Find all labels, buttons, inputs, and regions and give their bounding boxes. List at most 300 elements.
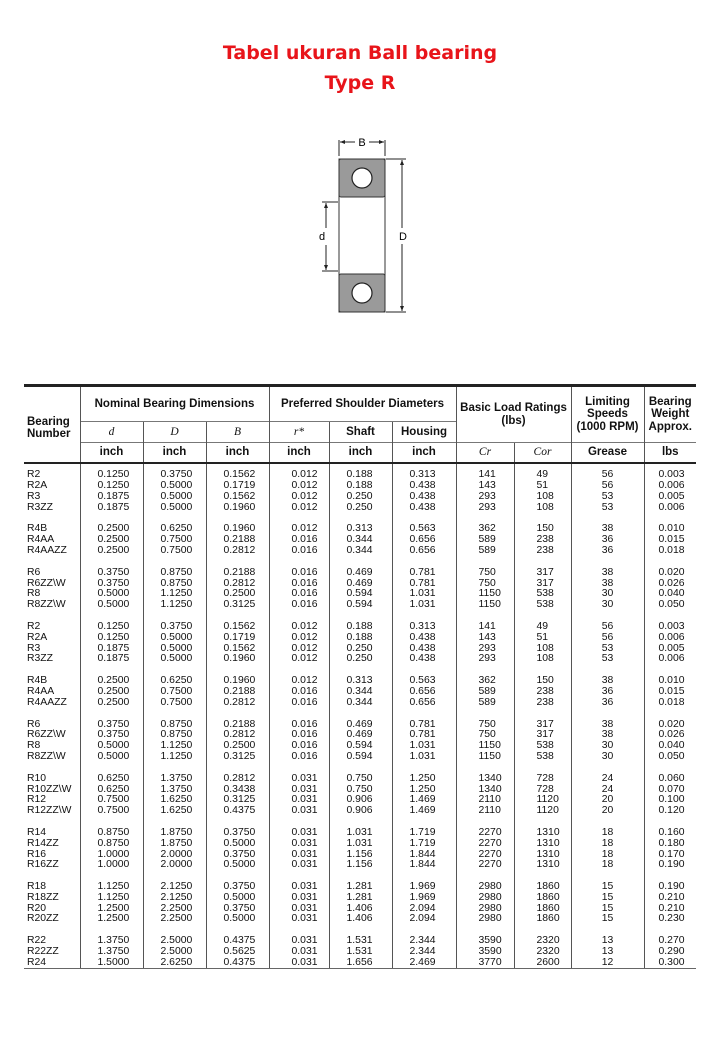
table-cell: 0.563	[392, 665, 456, 687]
table-cell: 53	[571, 643, 644, 654]
table-cell: 0.8750	[80, 817, 143, 839]
table-cell: 1.844	[392, 860, 456, 871]
table-cell: 0.313	[329, 665, 392, 687]
table-cell: 0.438	[392, 502, 456, 513]
table-cell: 0.210	[644, 904, 696, 915]
header-shoulder: Preferred Shoulder Diameters	[269, 386, 456, 422]
sym-D: D	[143, 422, 206, 443]
table-cell: 0.5000	[143, 492, 206, 503]
table-cell: 0.160	[644, 817, 696, 839]
table-cell: 2.469	[392, 958, 456, 969]
table-cell: 12	[571, 958, 644, 969]
bearing-number-cell: R8ZZ\W	[27, 599, 66, 611]
table-cell: 0.781	[392, 578, 456, 589]
table-cell: 0.005	[644, 492, 696, 503]
table-cell: 36	[571, 535, 644, 546]
table-cell: 0.016	[269, 752, 329, 763]
table-row	[24, 893, 696, 904]
table-cell: 143	[456, 481, 514, 492]
table-cell: 0.250	[329, 654, 392, 665]
table-cell: 0.010	[644, 513, 696, 535]
bearing-number-cell: R2A	[27, 631, 48, 643]
table-cell: 2600	[514, 958, 571, 969]
table-cell: 0.031	[269, 795, 329, 806]
table-cell: 317	[514, 557, 571, 579]
table-cell: 1.250	[392, 784, 456, 795]
table-cell: 1.719	[392, 817, 456, 839]
table-cell: 0.012	[269, 463, 329, 481]
table-cell: 0.3750	[206, 817, 269, 839]
table-cell: 141	[456, 463, 514, 481]
table-cell: 2.0000	[143, 849, 206, 860]
table-cell: 1.3750	[143, 763, 206, 785]
table-cell: 2270	[456, 817, 514, 839]
table-cell: 0.1875	[80, 502, 143, 513]
table-cell: 0.006	[644, 502, 696, 513]
table-cell: 36	[571, 546, 644, 557]
table-cell: 0.1960	[206, 502, 269, 513]
table-cell: 0.3750	[206, 904, 269, 915]
table-cell: 1860	[514, 904, 571, 915]
table-cell: 750	[456, 557, 514, 579]
bearing-number-cell: R22ZZ	[27, 946, 59, 958]
table-cell: 1.969	[392, 893, 456, 904]
table-cell: 30	[571, 589, 644, 600]
table-cell: 2.2500	[143, 904, 206, 915]
bearing-number-cell: R10	[27, 772, 47, 784]
table-cell: 0.3750	[143, 611, 206, 633]
table-cell: 13	[571, 925, 644, 947]
table-cell: 0.1562	[206, 611, 269, 633]
table-cell: 0.5000	[206, 914, 269, 925]
header-weight: Bearing Weight Approx.	[644, 386, 696, 443]
table-cell: 0.016	[269, 730, 329, 741]
table-cell: 2.094	[392, 914, 456, 925]
table-cell: 0.438	[392, 481, 456, 492]
table-cell: 1.281	[329, 871, 392, 893]
sym-r: r*	[269, 422, 329, 443]
table-row	[24, 611, 696, 633]
table-cell: 1310	[514, 849, 571, 860]
table-row	[24, 502, 696, 513]
table-cell: 0.438	[392, 492, 456, 503]
table-cell: 0.3750	[80, 557, 143, 579]
table-cell: 18	[571, 839, 644, 850]
table-cell: 0.250	[329, 643, 392, 654]
table-cell: 0.344	[329, 698, 392, 709]
table-cell: 1150	[456, 741, 514, 752]
table-cell: 53	[571, 502, 644, 513]
bearing-number-cell: R8	[27, 740, 41, 752]
table-cell: 0.016	[269, 698, 329, 709]
table-row	[24, 752, 696, 763]
bearing-number-cell: R4AA	[27, 685, 55, 697]
table-cell: 1.719	[392, 839, 456, 850]
table-cell: 2.094	[392, 904, 456, 915]
table-cell: 0.020	[644, 708, 696, 730]
table-row	[24, 600, 696, 611]
bearing-number-cell: R3	[27, 642, 41, 654]
bearing-number-cell: R8ZZ\W	[27, 750, 66, 762]
table-cell: 1340	[456, 784, 514, 795]
unit-lbs: lbs	[644, 443, 696, 464]
table-cell: 0.8750	[143, 557, 206, 579]
table-cell: 2.344	[392, 947, 456, 958]
bearing-number-cell: R3	[27, 490, 41, 502]
table-cell: 0.656	[392, 698, 456, 709]
table-cell: 1.031	[392, 741, 456, 752]
table-cell: 1.5000	[80, 958, 143, 969]
table-cell: 0.1960	[206, 654, 269, 665]
table-row	[24, 708, 696, 730]
bearing-number-cell: R18	[27, 881, 47, 893]
table-cell: 0.012	[269, 633, 329, 644]
table-cell: 0.2500	[206, 589, 269, 600]
bearing-number-cell: R4B	[27, 675, 48, 687]
bearing-number-cell: R3ZZ	[27, 501, 53, 513]
table-cell: 15	[571, 871, 644, 893]
unit-inch-d: inch	[80, 443, 143, 464]
table-cell: 1.031	[329, 839, 392, 850]
table-cell: 0.6250	[80, 763, 143, 785]
table-cell: 0.010	[644, 665, 696, 687]
table-cell: 293	[456, 654, 514, 665]
table-cell: 0.016	[269, 535, 329, 546]
bearing-number-cell: R6	[27, 566, 41, 578]
table-cell: 0.180	[644, 839, 696, 850]
table-row	[24, 481, 696, 492]
table-cell: 0.210	[644, 893, 696, 904]
table-cell: 0.003	[644, 611, 696, 633]
table-cell: 0.070	[644, 784, 696, 795]
table-cell: 2320	[514, 947, 571, 958]
table-cell: 0.190	[644, 860, 696, 871]
table-cell: 36	[571, 687, 644, 698]
table-cell: 2980	[456, 904, 514, 915]
table-cell: 0.5000	[206, 839, 269, 850]
table-cell: 538	[514, 600, 571, 611]
table-cell: 0.2500	[80, 546, 143, 557]
table-cell: 150	[514, 665, 571, 687]
table-cell: 1.250	[392, 763, 456, 785]
table-cell: 0.016	[269, 708, 329, 730]
table-cell: 0.7500	[80, 806, 143, 817]
table-cell: 0.031	[269, 849, 329, 860]
table-cell: 0.120	[644, 806, 696, 817]
table-cell: 49	[514, 463, 571, 481]
table-cell: 0.3750	[80, 730, 143, 741]
table-cell: 1.3750	[80, 925, 143, 947]
table-cell: 24	[571, 763, 644, 785]
table-cell: 0.170	[644, 849, 696, 860]
table-cell: 0.026	[644, 730, 696, 741]
table-cell: 0.594	[329, 589, 392, 600]
table-cell: 2980	[456, 893, 514, 904]
bearing-number-cell: R18ZZ	[27, 891, 59, 903]
table-cell: 56	[571, 633, 644, 644]
table-cell: 0.012	[269, 654, 329, 665]
table-row	[24, 958, 696, 969]
table-cell: 0.012	[269, 481, 329, 492]
bearing-number-cell: R2A	[27, 479, 48, 491]
unit-inch-r: inch	[269, 443, 329, 464]
table-cell: 0.1250	[80, 633, 143, 644]
table-cell: 0.1562	[206, 463, 269, 481]
table-cell: 2.1250	[143, 893, 206, 904]
table-cell: 0.3750	[80, 708, 143, 730]
table-cell: 0.031	[269, 914, 329, 925]
table-cell: 0.2812	[206, 546, 269, 557]
table-cell: 0.1562	[206, 492, 269, 503]
table-cell: 0.344	[329, 535, 392, 546]
table-cell: 0.050	[644, 752, 696, 763]
table-cell: 18	[571, 849, 644, 860]
table-cell: 1.1250	[143, 600, 206, 611]
table-cell: 0.1875	[80, 654, 143, 665]
table-cell: 238	[514, 687, 571, 698]
table-row	[24, 698, 696, 709]
table-cell: 1150	[456, 589, 514, 600]
table-cell: 0.016	[269, 687, 329, 698]
table-cell: 53	[571, 654, 644, 665]
table-cell: 141	[456, 611, 514, 633]
bearing-number-cell: R24	[24, 958, 80, 969]
bearing-number-cell: R16	[27, 848, 47, 860]
table-cell: 728	[514, 763, 571, 785]
table-cell: 0.5000	[143, 481, 206, 492]
table-cell: 0.290	[644, 947, 696, 958]
table-cell: 0.031	[269, 893, 329, 904]
table-row	[24, 557, 696, 579]
table-cell: 0.2188	[206, 557, 269, 579]
table-cell: 0.781	[392, 730, 456, 741]
table-cell: 0.230	[644, 914, 696, 925]
table-row	[24, 763, 696, 785]
table-cell: 1.156	[329, 849, 392, 860]
table-cell: 0.188	[329, 611, 392, 633]
sym-d: d	[80, 422, 143, 443]
table-cell: 18	[571, 860, 644, 871]
table-cell: 0.040	[644, 589, 696, 600]
table-cell: 0.7500	[143, 698, 206, 709]
table-cell: 0.016	[269, 578, 329, 589]
table-cell: 38	[571, 665, 644, 687]
table-cell: 0.031	[269, 817, 329, 839]
table-cell: 0.2500	[80, 513, 143, 535]
table-cell: 0.313	[392, 463, 456, 481]
bearing-number-cell: R4AA	[27, 534, 55, 546]
table-cell: 0.1719	[206, 481, 269, 492]
table-cell: 0.8750	[143, 708, 206, 730]
table-cell: 728	[514, 784, 571, 795]
table-cell: 0.5000	[80, 741, 143, 752]
table-cell: 24	[571, 784, 644, 795]
table-cell: 1120	[514, 806, 571, 817]
table-cell: 0.906	[329, 795, 392, 806]
table-cell: 0.781	[392, 708, 456, 730]
table-cell: 1860	[514, 871, 571, 893]
table-cell: 0.469	[329, 578, 392, 589]
table-cell: 30	[571, 600, 644, 611]
table-cell: 0.250	[329, 492, 392, 503]
table-cell: 20	[571, 795, 644, 806]
table-cell: 38	[571, 513, 644, 535]
table-row	[24, 654, 696, 665]
header-bearing-number: Bearing Number	[24, 386, 80, 443]
table-cell: 1.3750	[143, 784, 206, 795]
table-cell: 0.012	[269, 611, 329, 633]
table-cell: 0.8750	[143, 730, 206, 741]
table-cell: 362	[456, 665, 514, 687]
table-cell: 589	[456, 535, 514, 546]
bearing-number-cell: R4AAZZ	[27, 696, 67, 708]
table-cell: 0.4375	[206, 806, 269, 817]
table-cell: 0.5000	[143, 643, 206, 654]
table-cell: 0.2188	[206, 687, 269, 698]
bearing-number-cell: R4AAZZ	[27, 544, 67, 556]
table-cell: 1.031	[392, 589, 456, 600]
table-cell: 0.4375	[206, 925, 269, 947]
table-cell: 0.1960	[206, 513, 269, 535]
table-cell: 0.012	[269, 513, 329, 535]
bearing-number-cell: R22	[27, 935, 47, 947]
table-cell: 1.656	[329, 958, 392, 969]
table-cell: 0.1875	[80, 492, 143, 503]
table-cell: 0.020	[644, 557, 696, 579]
table-cell: 2110	[456, 795, 514, 806]
table-cell: 589	[456, 698, 514, 709]
table-cell: 20	[571, 806, 644, 817]
table-cell: 1.469	[392, 806, 456, 817]
table-cell: 1340	[456, 763, 514, 785]
table-cell: 1.406	[329, 914, 392, 925]
table-cell: 0.5000	[206, 860, 269, 871]
table-cell: 589	[456, 546, 514, 557]
table-cell: 589	[456, 687, 514, 698]
bearing-number-cell: R6ZZ\W	[27, 729, 66, 741]
table-cell: 0.1562	[206, 643, 269, 654]
table-cell: 0.2812	[206, 698, 269, 709]
table-cell: 2110	[456, 806, 514, 817]
table-cell: 3590	[456, 925, 514, 947]
table-cell: 0.3750	[80, 578, 143, 589]
table-cell: 53	[571, 492, 644, 503]
table-cell: 1.031	[392, 600, 456, 611]
table-cell: 18	[571, 817, 644, 839]
bearing-number-cell: R16ZZ	[27, 859, 59, 871]
table-cell: 0.5000	[80, 589, 143, 600]
table-cell: 1.1250	[80, 871, 143, 893]
label-d-large: D	[399, 231, 407, 243]
table-cell: 0.016	[269, 600, 329, 611]
bearing-number-cell: R2	[27, 620, 41, 632]
header-shaft: Shaft	[329, 422, 392, 443]
header-load: Basic Load Ratings (lbs)	[456, 386, 571, 443]
table-cell: 108	[514, 492, 571, 503]
table-cell: 0.438	[392, 633, 456, 644]
table-cell: 0.5000	[206, 893, 269, 904]
bearing-number-cell: R20ZZ	[27, 913, 59, 925]
table-cell: 0.1250	[80, 611, 143, 633]
table-cell: 750	[456, 708, 514, 730]
table-row	[24, 839, 696, 850]
table-row	[24, 817, 696, 839]
table-cell: 293	[456, 643, 514, 654]
table-cell: 0.018	[644, 698, 696, 709]
table-cell: 0.3125	[206, 795, 269, 806]
table-cell: 1150	[456, 752, 514, 763]
table-cell: 56	[571, 481, 644, 492]
table-cell: 0.5000	[143, 654, 206, 665]
table-cell: 0.469	[329, 557, 392, 579]
table-cell: 0.1719	[206, 633, 269, 644]
table-cell: 56	[571, 611, 644, 633]
table-cell: 238	[514, 546, 571, 557]
table-cell: 293	[456, 502, 514, 513]
table-cell: 0.906	[329, 806, 392, 817]
table-cell: 0.031	[269, 860, 329, 871]
table-cell: 1150	[456, 600, 514, 611]
table-cell: 38	[571, 578, 644, 589]
table-cell: 0.060	[644, 763, 696, 785]
table-cell: 150	[514, 513, 571, 535]
table-cell: 2320	[514, 925, 571, 947]
table-cell: 0.190	[644, 871, 696, 893]
table-cell: 2.0000	[143, 860, 206, 871]
table-cell: 1.406	[329, 904, 392, 915]
table-cell: 1860	[514, 893, 571, 904]
table-cell: 0.594	[329, 600, 392, 611]
table-cell: 0.040	[644, 741, 696, 752]
label-b: B	[358, 137, 366, 149]
bearing-number-cell: R4B	[27, 523, 48, 535]
table-cell: 0.3125	[206, 752, 269, 763]
table-cell: 38	[571, 730, 644, 741]
bearing-number-cell: R6	[27, 718, 41, 730]
table-cell: 0.1960	[206, 665, 269, 687]
table-cell: 38	[571, 557, 644, 579]
table-cell: 0.313	[329, 513, 392, 535]
table-cell: 0.3125	[206, 600, 269, 611]
table-cell: 0.188	[329, 481, 392, 492]
table-cell: 0.1250	[80, 463, 143, 481]
table-cell: 1.2500	[80, 914, 143, 925]
table-cell: 0.750	[329, 784, 392, 795]
bearing-table	[24, 384, 696, 969]
table-cell: 1.281	[329, 893, 392, 904]
unit-inch-housing: inch	[392, 443, 456, 464]
bearing-diagram	[300, 132, 420, 322]
table-cell: 0.5625	[206, 947, 269, 958]
table-cell: 2.5000	[143, 925, 206, 947]
table-cell: 0.469	[329, 708, 392, 730]
table-cell: 0.006	[644, 481, 696, 492]
table-cell: 1.2500	[80, 904, 143, 915]
table-row	[24, 665, 696, 687]
label-d-small: d	[318, 231, 326, 243]
table-cell: 1860	[514, 914, 571, 925]
table-cell: 1.156	[329, 860, 392, 871]
table-cell: 2.5000	[143, 947, 206, 958]
table-cell: 0.1875	[80, 643, 143, 654]
table-cell: 0.3750	[143, 463, 206, 481]
table-cell: 2980	[456, 871, 514, 893]
table-row	[24, 633, 696, 644]
table-cell: 317	[514, 578, 571, 589]
table-cell: 0.2812	[206, 763, 269, 785]
unit-inch-B: inch	[206, 443, 269, 464]
table-cell: 0.2188	[206, 535, 269, 546]
